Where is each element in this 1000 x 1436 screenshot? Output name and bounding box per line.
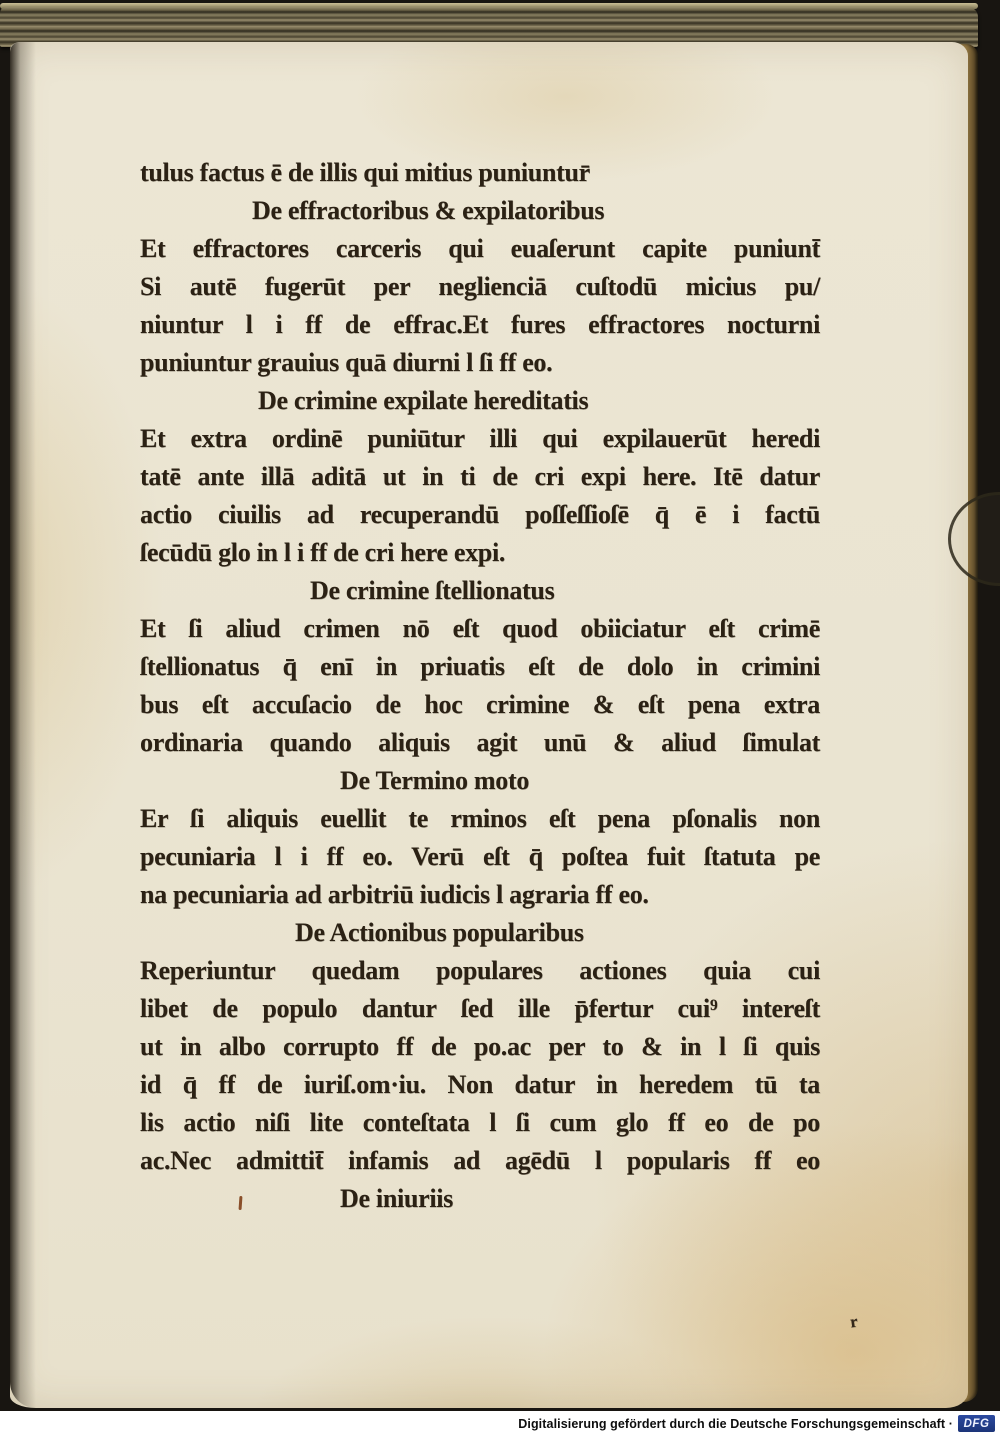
- section-heading: De crimine ſtellionatus: [310, 576, 555, 605]
- dfg-logo: DFG: [958, 1415, 995, 1432]
- book-top-page-stack: [0, 7, 978, 47]
- text-line: bus eſt accuſacio de hoc crimine & eſt pena extra: [140, 690, 820, 719]
- text-line: ſecūdū glo in l i ff de cri here expi.: [140, 538, 506, 567]
- section-heading: De crimine expilate hereditatis: [258, 386, 589, 415]
- text-line: Et effractores carceris qui euaſerunt capite puniunt̄: [140, 234, 820, 263]
- book-page: [10, 42, 968, 1408]
- text-line: Et extra ordinē puniūtur illi qui expilauerūt heredi: [140, 424, 820, 453]
- section-heading: De iniuriis: [340, 1184, 453, 1213]
- section-heading: De Termino moto: [340, 766, 530, 795]
- text-line: Er ſi aliquis euellit te rminos eſt pena pſonalis non: [140, 804, 820, 833]
- ink-mark: r: [848, 1311, 859, 1332]
- digitization-footer: [0, 1411, 1000, 1436]
- text-line: tulus factus ē de illis qui mitius puniuntur̄: [140, 158, 590, 187]
- text-line: tatē ante illā aditā ut in ti de cri expi here. Itē datur: [140, 462, 820, 491]
- text-line: Et ſi aliud crimen nō eſt quod obiiciatur eſt crimē: [140, 614, 820, 643]
- text-line: ut in albo corrupto ff de po.ac per to & in l ſi quis: [140, 1032, 820, 1061]
- text-line: pecuniaria l i ff eo. Verū eſt q̄ poſtea fuit ſtatuta pe: [140, 842, 820, 871]
- text-line: niuntur l i ff de effrac.Et fures effractores nocturni: [140, 310, 820, 339]
- text-line: id q̄ ff de iuriſ.om·iu. Non datur in heredem tū ta: [140, 1070, 820, 1099]
- text-block: [140, 154, 820, 1218]
- text-line: puniuntur grauius quā diurni l ſi ff eo.: [140, 348, 553, 377]
- text-line: ac.Nec admittit̄ infamis ad agēdū l popularis ff eo: [140, 1146, 820, 1175]
- text-line: Si autē fugerūt per neglienciā cuſtodū micius pu/: [140, 272, 820, 301]
- text-line: ſtellionatus q̄ enī in priuatis eſt de dolo in crimini: [140, 652, 820, 681]
- digitization-credit: Digitalisierung gefördert durch die Deutsche Forschungsgemeinschaft ·: [518, 1416, 953, 1431]
- text-line: ordinaria quando aliquis agit unū & aliud ſimulat: [140, 728, 820, 757]
- text-line: lis actio niſi lite conteſtata l ſi cum glo ff eo de po: [140, 1108, 820, 1137]
- binding-gutter-shadow: [10, 42, 36, 1408]
- text-line: na pecuniaria ad arbitriū iudicis l agraria ff eo.: [140, 880, 649, 909]
- text-line: libet de populo dantur ſed ille p̄fertur cui⁹ intereſt: [140, 994, 820, 1023]
- text-line: Reperiuntur quedam populares actiones quia cui: [140, 956, 820, 985]
- text-line: actio ciuilis ad recuperandū poſſeſſioſē q̄ ē i factū: [140, 500, 820, 529]
- section-heading: De effractoribus & expilatoribus: [252, 196, 605, 225]
- section-heading: De Actionibus popularibus: [295, 918, 584, 947]
